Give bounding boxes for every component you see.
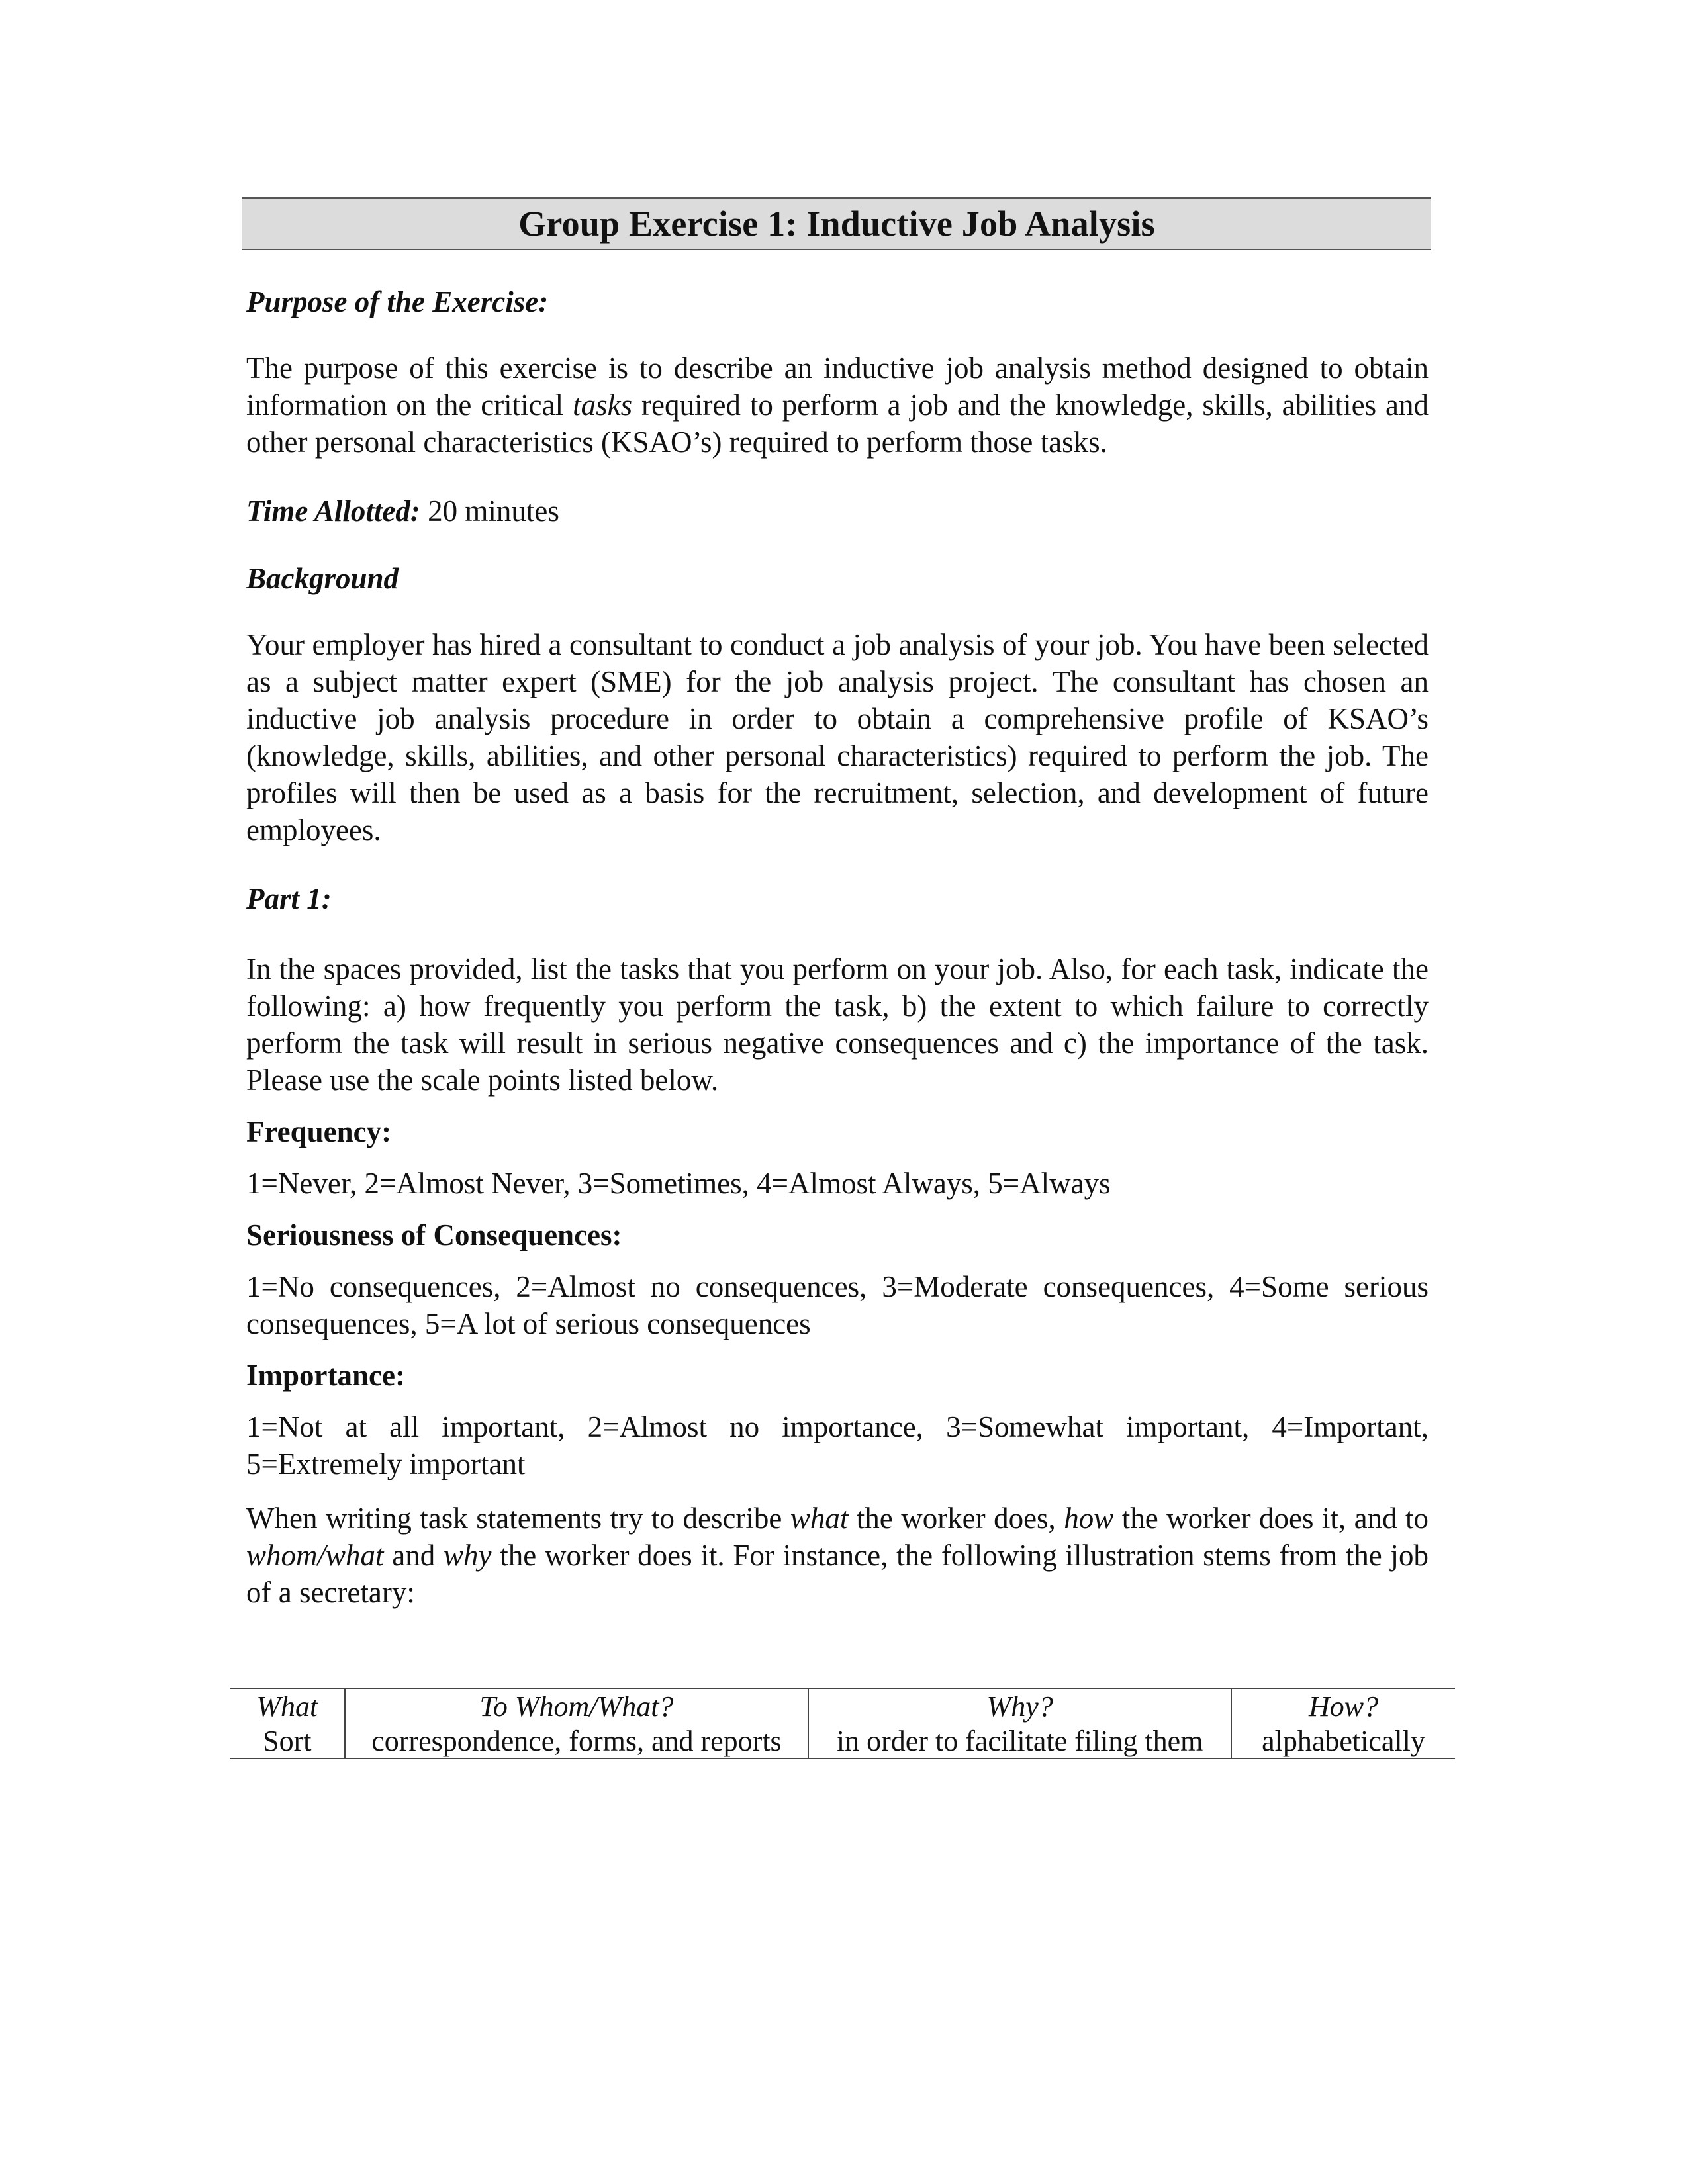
instructions-paragraph: When writing task statements try to describe what the worker does, how the worker does it, and to whom/what and why the worker does it. For instance, the following illustration stems from the job of a secretary: — [246, 1502, 1429, 1609]
frequency-scale: 1=Never, 2=Almost Never, 3=Sometimes, 4=Almost Always, 5=Always — [246, 1167, 1111, 1200]
table-cell: in order to facilitate filing them — [808, 1723, 1231, 1758]
importance-label: Importance: — [246, 1359, 405, 1392]
purpose-heading: Purpose of the Exercise: — [246, 285, 549, 318]
emphasis-whom-what: whom/what — [246, 1539, 384, 1572]
emphasis-what: what — [790, 1502, 849, 1535]
page-title: Group Exercise 1: Inductive Job Analysis — [518, 204, 1155, 244]
seriousness-scale: 1=No consequences, 2=Almost no consequences, 3=Moderate consequences, 4=Some serious consequences, 5=A lot of serious consequences — [246, 1270, 1429, 1340]
table-cell: correspondence, forms, and reports — [345, 1723, 809, 1758]
table-header: Why? — [808, 1688, 1231, 1723]
purpose-paragraph — [246, 349, 1429, 461]
background-heading: Background — [246, 562, 399, 595]
purpose-text-end: required to perform a job and the knowledge, skills, abilities and other personal characteristics (KSAO’s) required to perform those tasks. — [246, 388, 1429, 459]
time-allotted — [246, 492, 1429, 529]
emphasis-how: how — [1064, 1502, 1114, 1535]
time-value: 20 minutes — [420, 494, 559, 527]
purpose-text-start: The purpose of this exercise is to describe an inductive job analysis method designed to obtain information on the critical — [246, 351, 1429, 422]
table-cell: alphabetically — [1231, 1723, 1455, 1758]
table-header: To Whom/What? — [345, 1688, 809, 1723]
purpose-text-emphasis: tasks — [573, 388, 633, 422]
document-body — [246, 285, 1429, 1611]
table-header: What — [230, 1688, 345, 1723]
title-bar — [242, 197, 1431, 250]
table-header-row — [230, 1688, 1455, 1723]
background-paragraph: Your employer has hired a consultant to conduct a job analysis of your job. You have been selected as a subject matter expert (SME) for the job analysis project. The consultant has chosen an inductive job analysis procedure in order to obtain a comprehensive profile of KSAO’s (knowledge, skills, abilities, and other personal characteristics) required to perform the job. The profiles will then be used as a basis for the recruitment, selection, and development of future employees. — [246, 628, 1429, 846]
seriousness-label: Seriousness of Consequences: — [246, 1218, 622, 1251]
part1-paragraph: In the spaces provided, list the tasks that you perform on your job. Also, for each task, indicate the following: a) how frequently you perform the task, b) the extent to which failure to correctly perform the task will result in serious negative consequences and c) the importance of the task. Please use the scale points listed below. — [246, 952, 1429, 1097]
frequency-label: Frequency: — [246, 1115, 392, 1148]
table-row — [230, 1723, 1455, 1758]
emphasis-why: why — [444, 1539, 492, 1572]
time-label: Time Allotted: — [246, 494, 420, 527]
importance-scale: 1=Not at all important, 2=Almost no importance, 3=Somewhat important, 4=Important, 5=Extremely important — [246, 1410, 1429, 1480]
part1-heading: Part 1: — [246, 882, 332, 915]
table-header: How? — [1231, 1688, 1455, 1723]
table-cell: Sort — [230, 1723, 345, 1758]
example-task-table — [230, 1688, 1455, 1759]
